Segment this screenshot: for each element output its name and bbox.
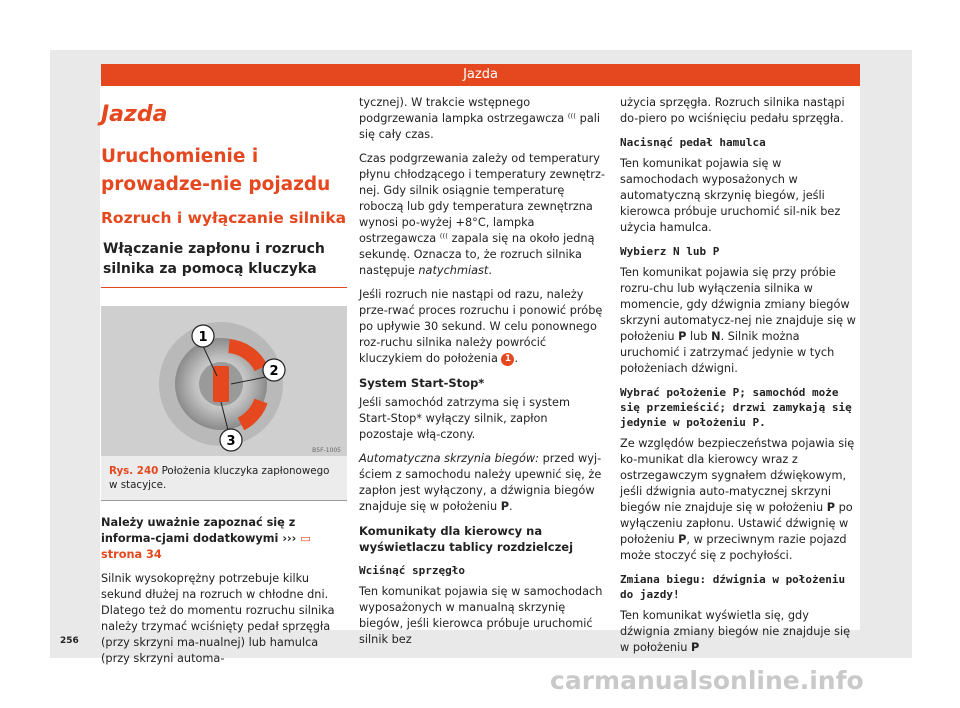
- section-title: Uruchomienie i prowadze-nie pojazdu: [101, 146, 331, 195]
- chapter-title: Jazda: [101, 102, 168, 127]
- message-title: Zmiana biegu: dźwignia w położeniu do jazdy!: [620, 573, 846, 601]
- chapter-header: Jazda: [101, 64, 860, 86]
- message-title: Wybrać położenie P; samochód może się przemieścić; drzwi zamykają się jedynie w położeniu P.: [620, 386, 852, 429]
- ignition-lock-illustration: [101, 306, 347, 456]
- figure-caption: [101, 456, 347, 501]
- svg-text:1: 1: [198, 330, 208, 345]
- page-number: 256: [60, 636, 79, 646]
- subsection-title: Rozruch i wyłączanie silnika: [101, 209, 347, 227]
- book-icon: ▭: [300, 532, 311, 545]
- driver-messages-heading: Komunikaty dla kierowcy na wyświetlaczu tablicy rozdzielczej: [359, 524, 574, 554]
- figure-label-3: [220, 429, 242, 451]
- ignition-figure: [101, 306, 347, 456]
- figure-ref: Rys. 240: [109, 465, 159, 477]
- paragraph: Jeśli samochód zatrzyma się i system Start-Stop* wyłączy silnik, zapłon pozostaje włą-czony.: [359, 396, 571, 441]
- column-1: [101, 94, 347, 675]
- column-2: [359, 95, 605, 656]
- paragraph: Ten komunikat pojawia się w samochodach wyposażonych w automatyczną skrzynię biegów, jeśli kierowca próbuje uruchomić sil-nik bez użycia hamulca.: [620, 157, 841, 234]
- note-text: Należy uważnie zapoznać się z informa-cjami dodatkowymi ›››: [101, 516, 297, 545]
- cross-reference-note: [101, 515, 347, 563]
- figure-caption-text: Położenia kluczyka zapłonowego w stacyjce.: [109, 465, 330, 491]
- paragraph: Ten komunikat pojawia się w samochodach wyposażonych w manualną skrzynię biegów, jeśli kierowca próbuje uruchomić silnik bez: [359, 585, 603, 646]
- watermark: carmanualsonline.info: [550, 666, 864, 695]
- paragraph: Jeśli rozruch nie nastąpi od razu, należy prze-rwać proces rozruchu i ponowić próbę po upływie 30 sekund. W celu ponownego roz-ruchu silnika należy powrócić kluczykiem do położenia 1 .: [359, 288, 603, 365]
- paragraph: Czas podgrzewania zależy od temperatury płynu chłodzącego i temperatury zewnętrz-nej. Gdy silnik osiągnie temperaturę roboczą lub gdy temperatura zewnętrzna wynosi po-wyżej +8°C, lampka ostrzegawcza ⁽⁽⁽ zapala się na około jedną sekundę. Oznacza to, że rozruch silnika następuje natychmiast.: [359, 152, 605, 277]
- paragraph: tycznej). W trakcie wstępnego podgrzewania lampka ostrzegawcza ⁽⁽⁽ pali się cały czas.: [359, 96, 601, 141]
- paragraph: Silnik wysokoprężny potrzebuje kilku sekund dłużej na rozruch w chłodne dni. Dlatego też do momentu rozruchu silnika należy trzymać wciśnięty pedał sprzęgła (przy skrzyni ma-nualnej) lub hamulca (przy skrzyni automa-: [101, 572, 335, 665]
- message-title: Wciśnąć sprzęgło: [359, 564, 465, 577]
- paragraph: użycia sprzęgła. Rozruch silnika nastąpi do-piero po wciśnięciu pedału sprzęgła.: [620, 96, 845, 125]
- message-title: Wybierz N lub P: [620, 245, 720, 258]
- paragraph: Ten komunikat pojawia się przy próbie rozru-chu lub wyłączenia silnika w momencie, gdy dźwignia zmiany biegów skrzyni automatycz-nej nie znajduje się w położeniu P lub N. Silnik można uruchomić i zatrzymać jedynie w tych położeniach dźwigni.: [620, 266, 856, 375]
- figure-code: B5F-1005: [312, 447, 341, 454]
- paragraph: Ze względów bezpieczeństwa pojawia się ko-munikat dla kierowcy wraz z ostrzegawczym sygnałem dźwiękowym, jeśli dźwignia auto-matycznej skrzyni biegów nie znajduje się w położeniu P po wyłączeniu zapłonu. Ustawić dźwignię w położeniu P, w przeciwnym razie pojazd może stoczyć się z pochyłości.: [620, 437, 855, 562]
- paragraph: Automatyczna skrzynia biegów: przed wyj-ściem z samochodu należy upewnić się, że zapłon jest wyłączony, a dźwignia biegów znajduje się w położeniu P.: [359, 452, 602, 513]
- figure-label-2: [263, 359, 285, 381]
- svg-text:3: 3: [226, 434, 236, 449]
- page-link[interactable]: strona 34: [101, 548, 162, 561]
- position-badge: 1: [501, 353, 514, 366]
- message-title: Nacisnąć pedał hamulca: [620, 136, 766, 149]
- svg-text:2: 2: [269, 364, 279, 379]
- topic-title: Włączanie zapłonu i rozruch silnika za pomocą kluczyka: [101, 239, 347, 288]
- paragraph: Ten komunikat wyświetla się, gdy dźwignia zmiany biegów nie znajduje się w położeniu P: [620, 609, 851, 654]
- column-3: [620, 95, 860, 664]
- start-stop-heading: System Start-Stop*: [359, 376, 485, 390]
- figure-label-1: [192, 325, 214, 347]
